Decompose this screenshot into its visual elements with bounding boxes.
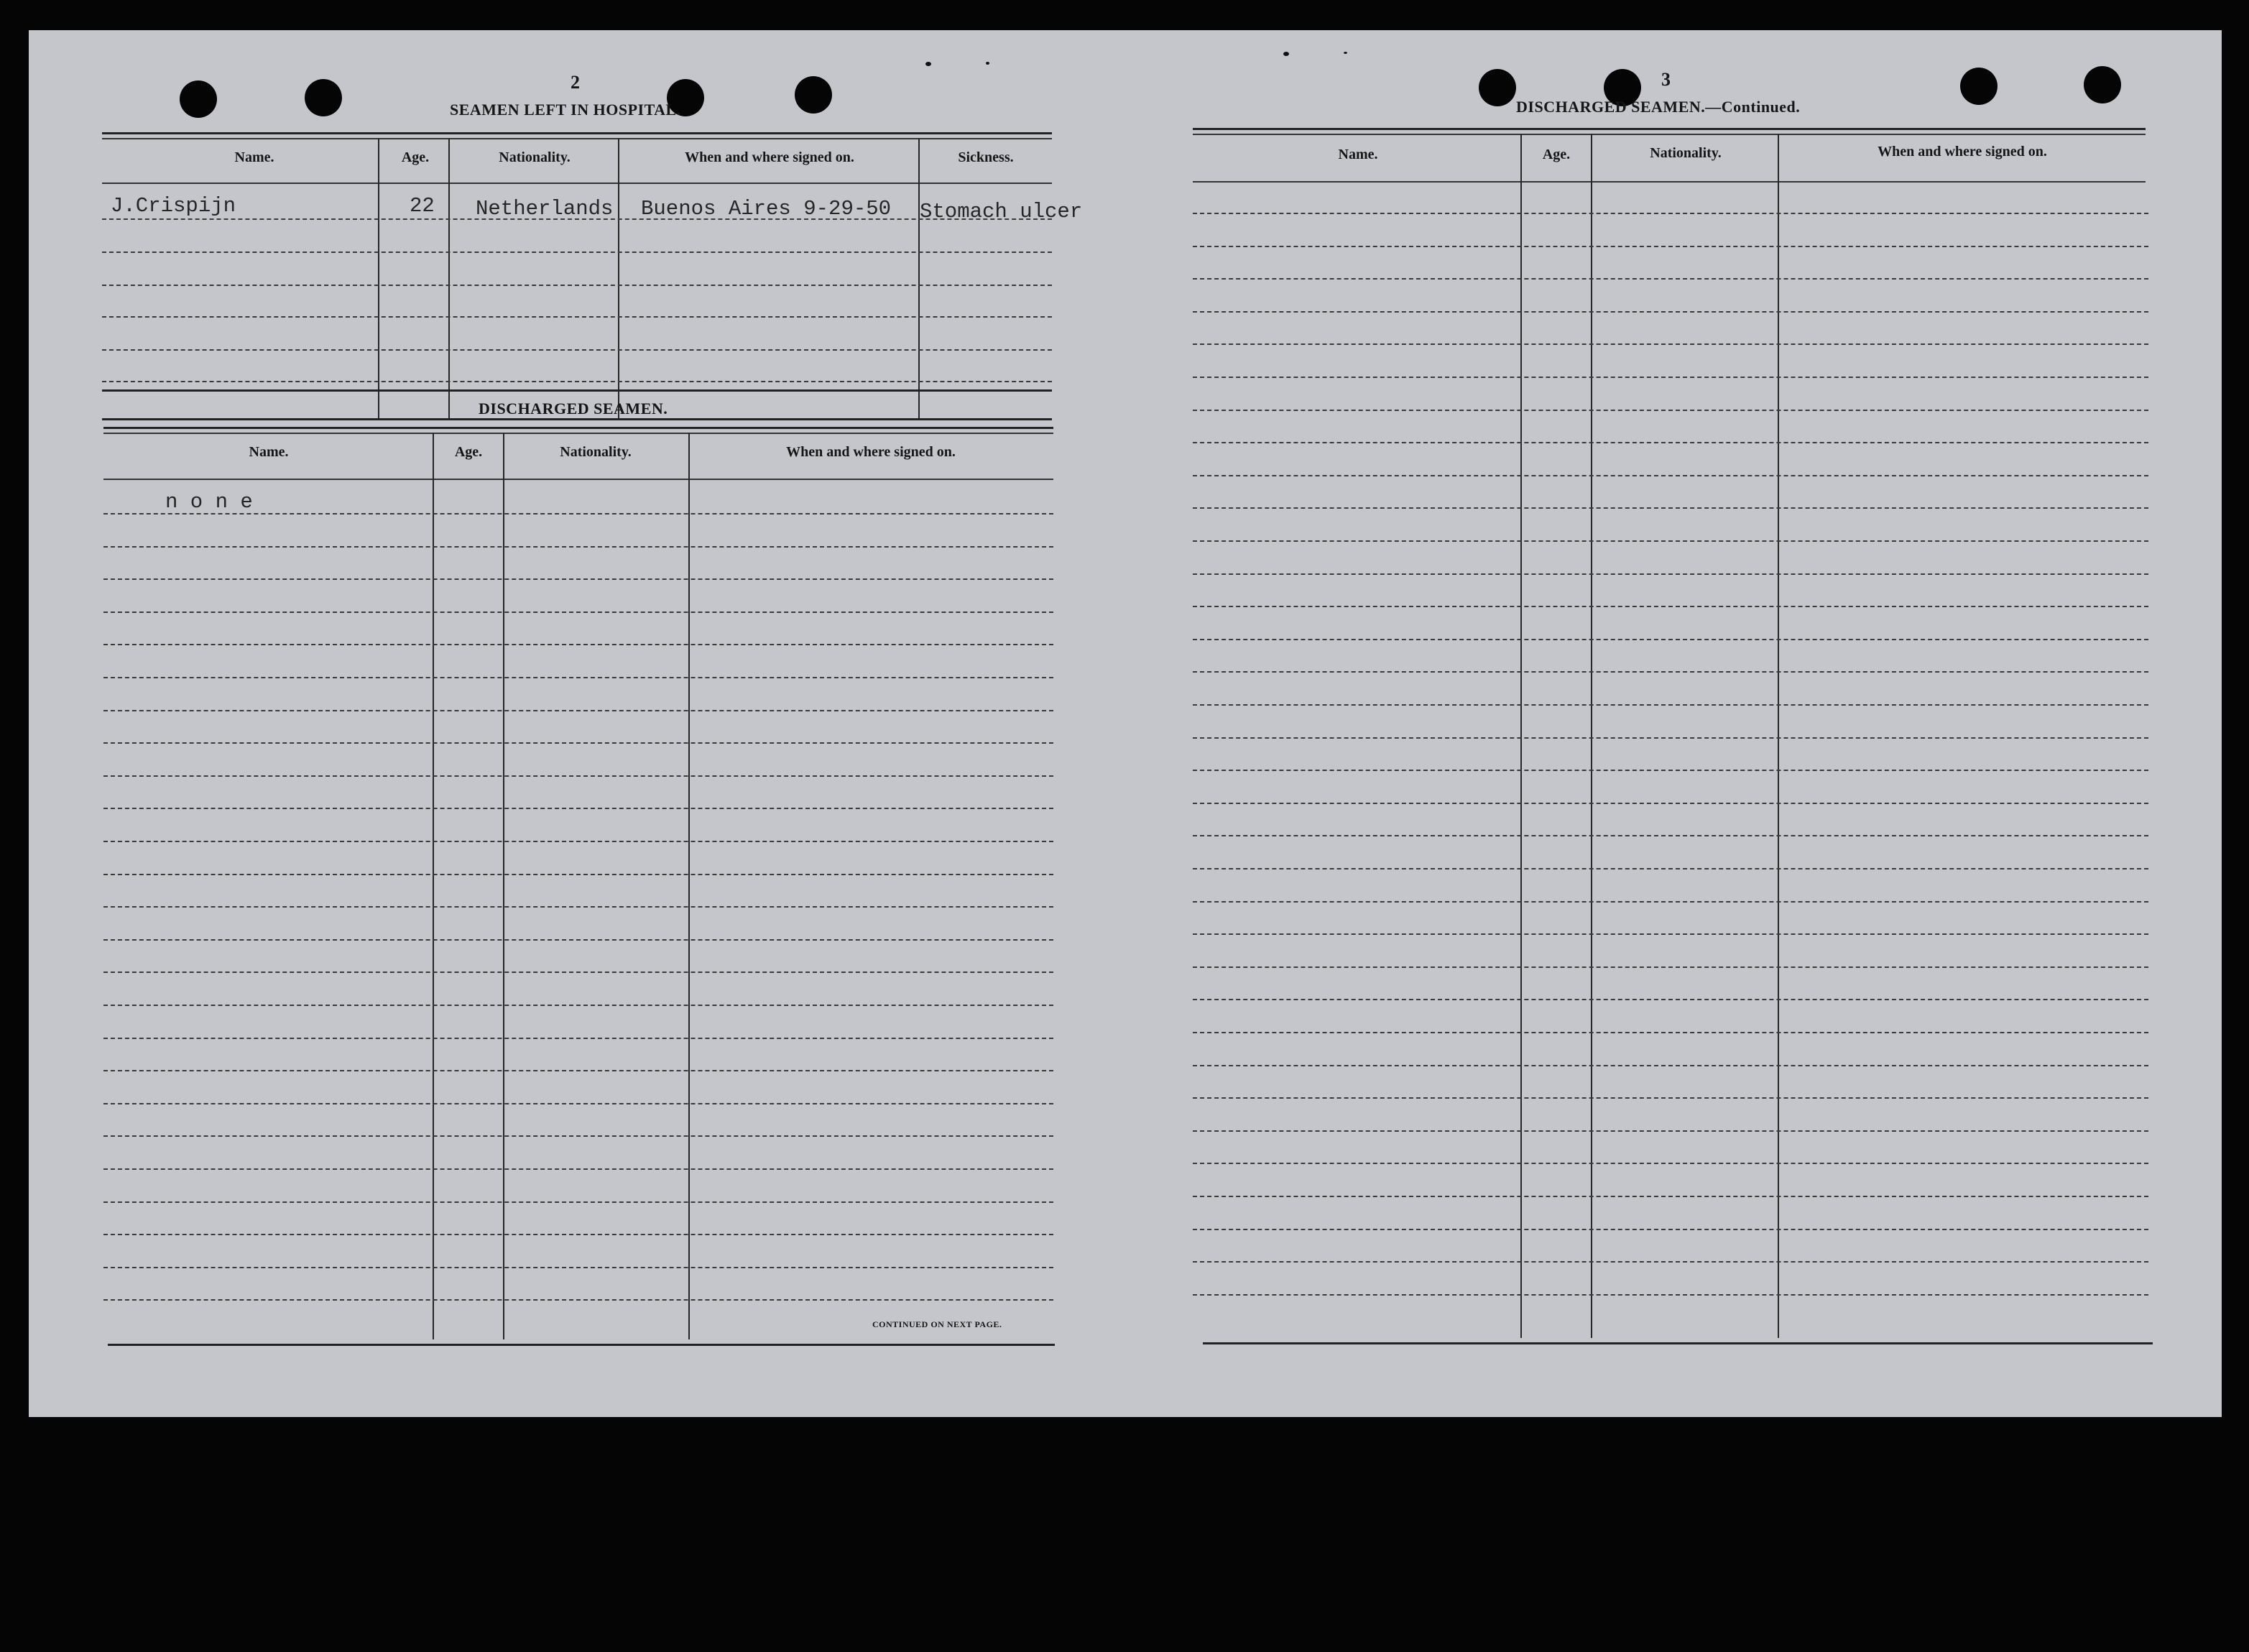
header-underline: [1193, 181, 2146, 183]
col-header-name: Name.: [234, 149, 274, 165]
table-rule: [103, 427, 1053, 429]
entry-line: [1193, 933, 2148, 935]
entry-line: [103, 677, 1053, 678]
ink-speck: [925, 62, 931, 66]
entry-line: [1193, 1032, 2148, 1033]
entry-line: [1193, 213, 2148, 214]
col-header-signed-on: When and where signed on.: [685, 149, 854, 165]
entry-line: [1193, 1097, 2148, 1099]
column-divider: [433, 433, 434, 1339]
discharged-section-title: DISCHARGED SEAMEN.: [479, 400, 668, 417]
column-divider: [378, 138, 379, 418]
header-underline: [102, 183, 1052, 184]
entry-line: [103, 1005, 1053, 1006]
punch-hole: [1960, 68, 1998, 105]
entry-line: [1193, 1065, 2148, 1066]
entry-line: [103, 1070, 1053, 1071]
entry-line: [103, 1267, 1053, 1268]
entry-line: [1193, 343, 2148, 345]
entry-line: [102, 381, 1052, 382]
hospital-section-title: SEAMEN LEFT IN HOSPITAL.: [450, 101, 681, 119]
entry-line: [103, 1299, 1053, 1301]
entry-line: [1193, 737, 2148, 739]
entry-line: [102, 349, 1052, 351]
entry-line: [103, 612, 1053, 613]
entry-line: [1193, 803, 2148, 804]
table-rule: [102, 132, 1052, 134]
entry-line: [103, 1201, 1053, 1203]
column-divider: [918, 138, 920, 418]
entry-line: [1193, 1130, 2148, 1132]
entry-line: [103, 874, 1053, 875]
col-header-name: Name.: [249, 444, 289, 460]
col-header-nationality: Nationality.: [1650, 145, 1722, 161]
entry-line: [103, 546, 1053, 548]
page-number-left: 2: [571, 72, 580, 93]
entry-line: [1193, 311, 2148, 313]
entry-line: [102, 285, 1052, 286]
entry-line: [103, 710, 1053, 711]
entry-line: [103, 1135, 1053, 1137]
entry-line: [1193, 868, 2148, 869]
table-rule: [102, 138, 1052, 139]
entry-line: [1193, 966, 2148, 968]
entry-line: [1193, 639, 2148, 640]
entry-line: [1193, 442, 2148, 443]
ledger-page: [29, 30, 2222, 1417]
entry-line: [102, 316, 1052, 318]
ink-speck: [1283, 52, 1289, 56]
col-header-age: Age.: [454, 444, 483, 460]
entry-line: [103, 742, 1053, 744]
entry-line: [103, 906, 1053, 908]
entry-line: [1193, 606, 2148, 607]
entry-line: [1193, 573, 2148, 575]
entry-line: [1193, 278, 2148, 280]
entry-line: [1193, 671, 2148, 673]
col-header-signed-on: When and where signed on.: [1878, 144, 2047, 160]
col-header-nationality: Nationality.: [499, 149, 571, 165]
entry-line: [103, 644, 1053, 645]
hospital-entry-signed-on: Buenos Aires 9-29-50: [641, 197, 892, 221]
hospital-entry-nationality: Netherlands: [476, 197, 614, 221]
table-rule: [102, 389, 1052, 392]
entry-line: [1193, 540, 2148, 542]
column-divider: [1778, 134, 1779, 1338]
entry-line: [103, 1168, 1053, 1170]
entry-line: [103, 1038, 1053, 1039]
entry-line: [1193, 835, 2148, 836]
entry-line: [103, 513, 1053, 514]
entry-line: [1193, 1196, 2148, 1197]
entry-line: [1193, 377, 2148, 378]
entry-line: [1193, 246, 2148, 247]
entry-line: [103, 1234, 1053, 1235]
table-rule: [1193, 134, 2146, 135]
entry-line: [103, 972, 1053, 973]
entry-line: [1193, 704, 2148, 706]
table-bottom-rule: [1203, 1342, 2153, 1344]
col-header-nationality: Nationality.: [560, 444, 632, 460]
column-divider: [618, 138, 619, 418]
entry-line: [1193, 901, 2148, 903]
entry-line: [1193, 1261, 2148, 1263]
col-header-sickness: Sickness.: [958, 149, 1014, 165]
col-header-signed-on: When and where signed on.: [786, 444, 956, 460]
entry-line: [1193, 1229, 2148, 1230]
entry-line: [103, 808, 1053, 809]
punch-hole: [795, 76, 832, 114]
entry-line: [1193, 507, 2148, 509]
column-divider: [1591, 134, 1592, 1338]
hospital-entry-sickness: Stomach ulcer: [920, 200, 1083, 223]
entry-line: [1193, 770, 2148, 771]
discharged-entry-text: n o n e: [165, 490, 253, 514]
table-rule: [103, 433, 1053, 434]
punch-hole: [2084, 66, 2121, 103]
page-number-right: 3: [1661, 69, 1671, 90]
entry-line: [103, 939, 1053, 941]
entry-line: [102, 252, 1052, 253]
entry-line: [103, 578, 1053, 580]
table-bottom-rule: [108, 1344, 1055, 1346]
col-header-age: Age.: [1542, 147, 1571, 162]
ink-speck: [986, 62, 989, 65]
entry-line: [103, 775, 1053, 777]
col-header-name: Name.: [1338, 147, 1378, 162]
table-rule: [1193, 128, 2146, 130]
column-divider: [688, 433, 690, 1339]
column-divider: [448, 138, 450, 418]
punch-hole: [1479, 69, 1516, 106]
ink-speck: [1344, 52, 1347, 54]
hospital-entry-age: 22: [410, 194, 435, 218]
col-header-age: Age.: [401, 149, 430, 165]
entry-line: [1193, 999, 2148, 1000]
entry-line: [1193, 1294, 2148, 1296]
entry-line: [1193, 1163, 2148, 1164]
punch-hole: [305, 79, 342, 116]
discharged-continued-title: DISCHARGED SEAMEN.—Continued.: [1516, 98, 1801, 116]
header-underline: [103, 479, 1053, 480]
hospital-entry-name: J.Crispijn: [111, 194, 236, 218]
continued-note: CONTINUED ON NEXT PAGE.: [872, 1319, 1002, 1329]
entry-line: [103, 1103, 1053, 1104]
entry-line: [1193, 475, 2148, 476]
entry-line: [103, 841, 1053, 842]
column-divider: [503, 433, 504, 1339]
column-divider: [1520, 134, 1522, 1338]
table-rule: [102, 418, 1052, 420]
entry-line: [1193, 410, 2148, 411]
punch-hole: [180, 80, 217, 118]
